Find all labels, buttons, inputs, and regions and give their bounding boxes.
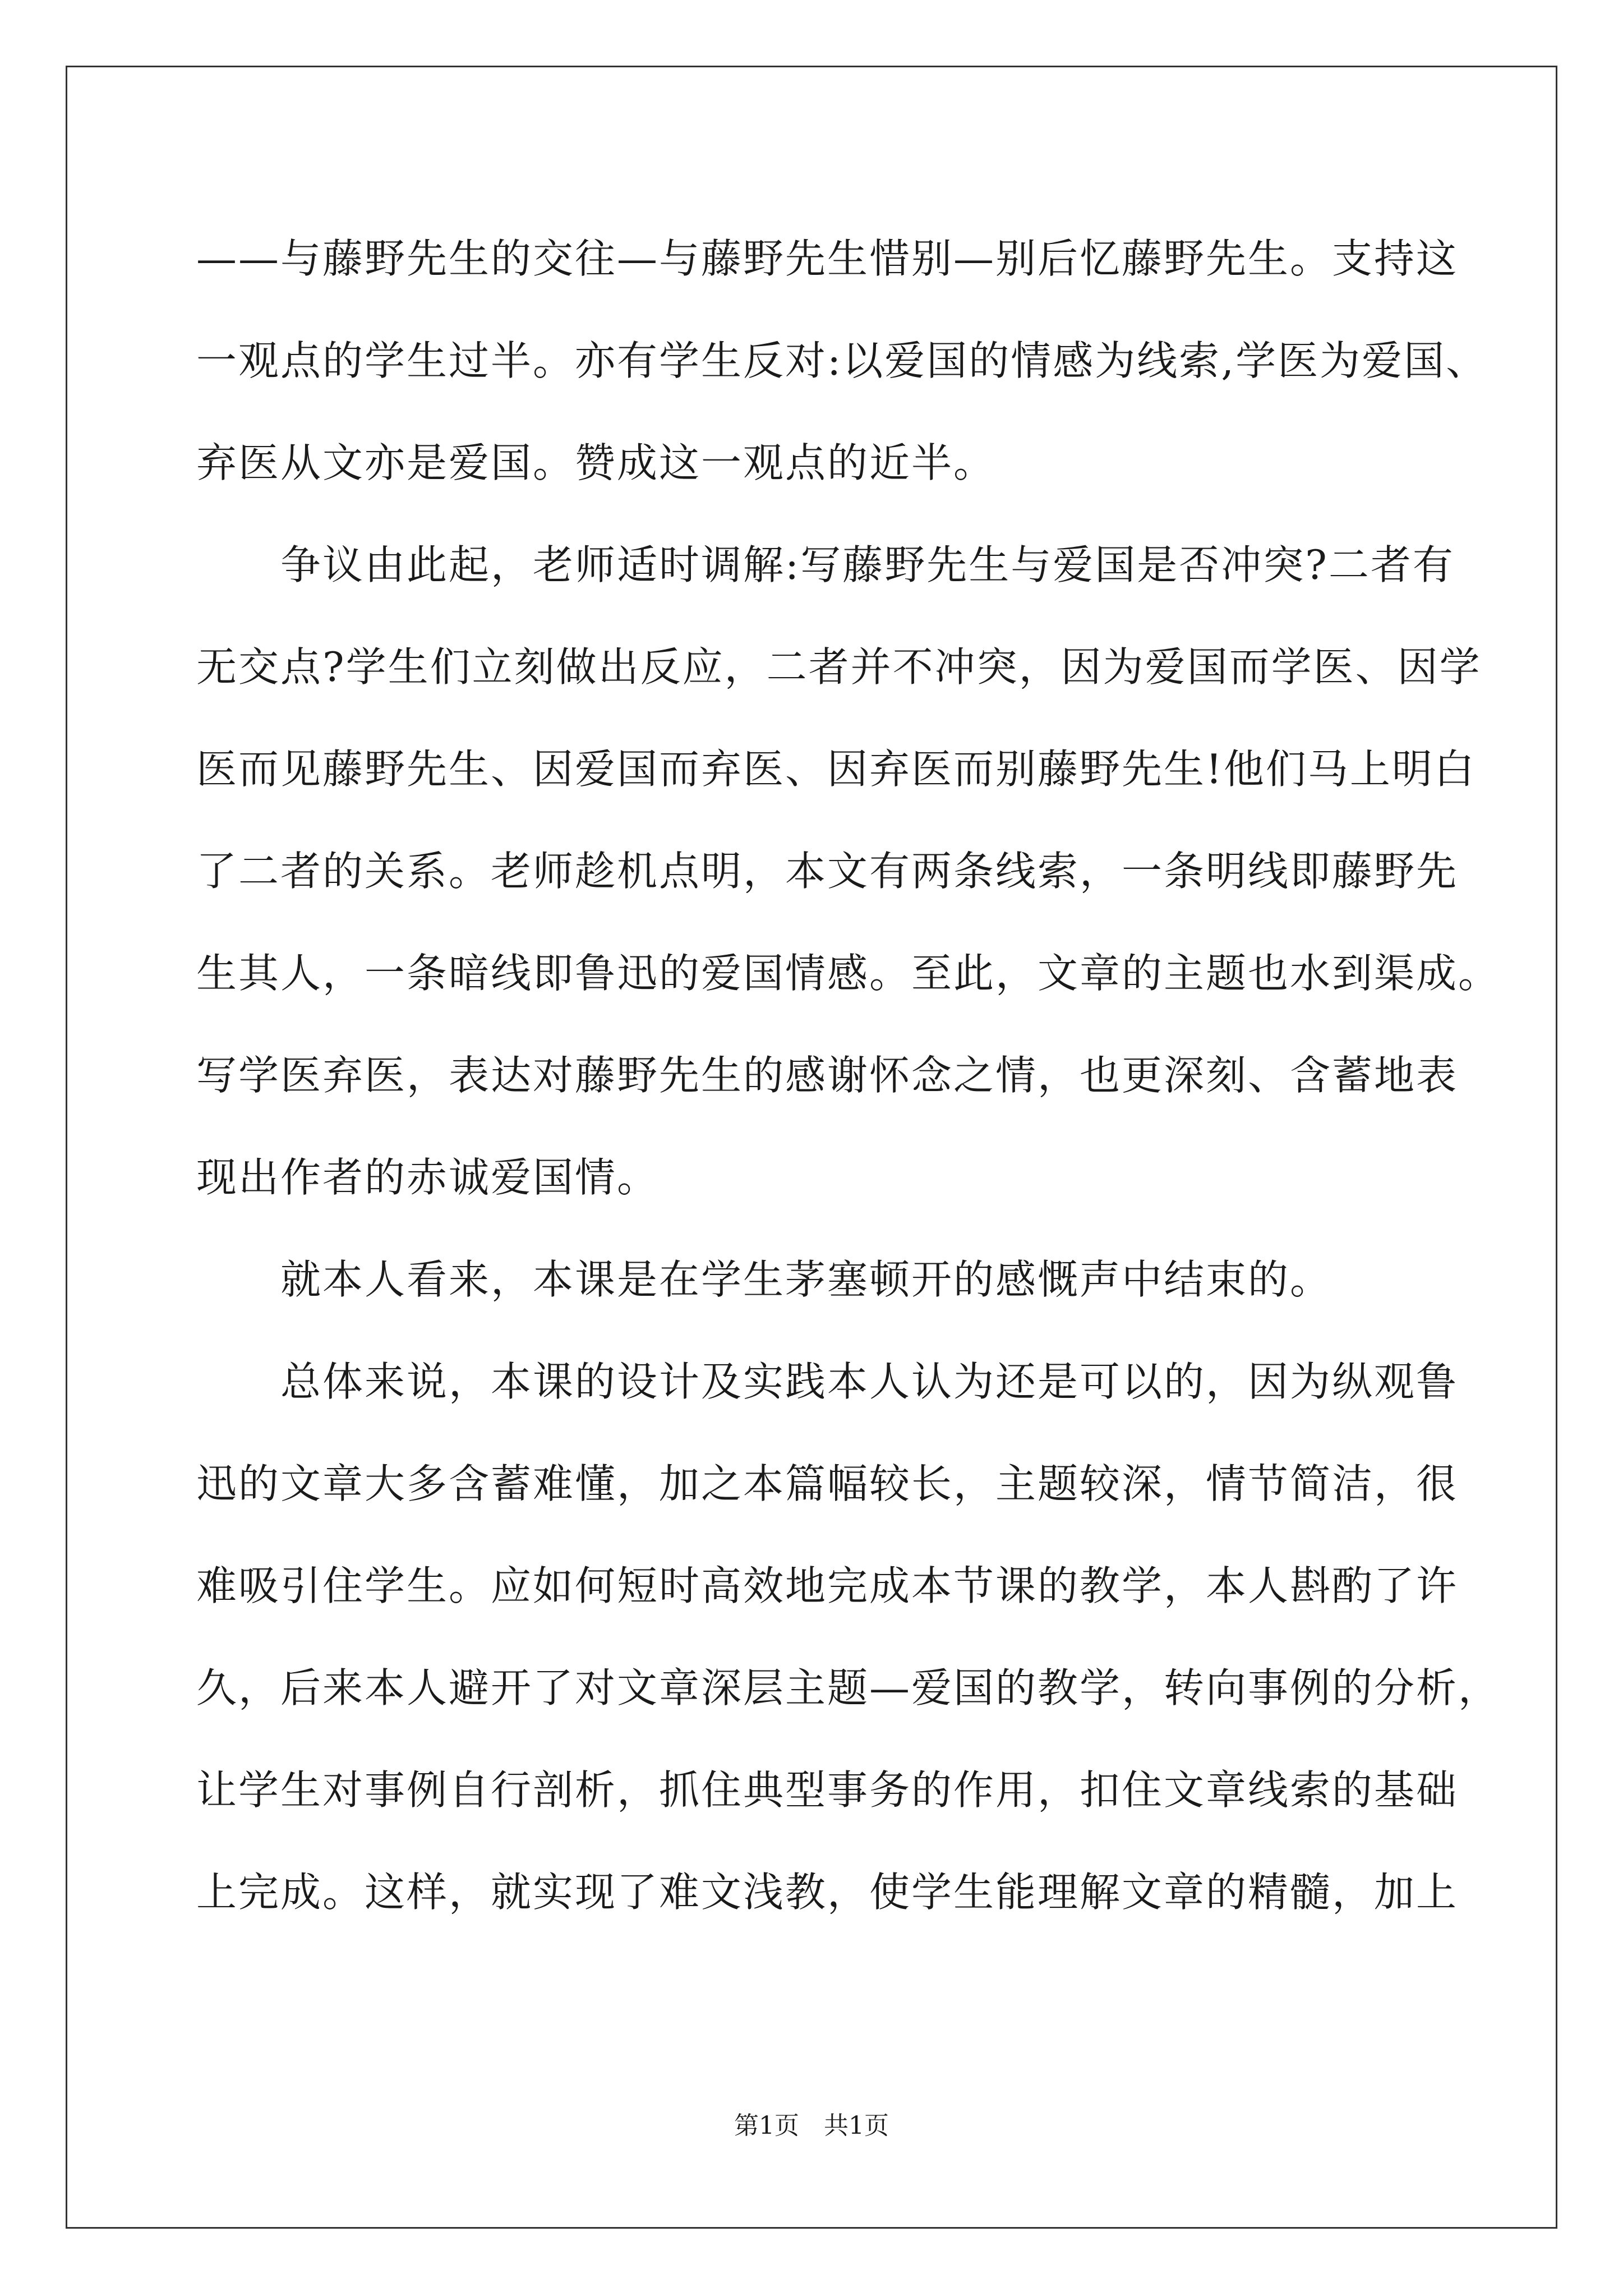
text-line: 无交点?学生们立刻做出反应，二者并不冲突，因为爱国而学医、因学 (196, 643, 1482, 691)
text-line: 迅的文章大多含蓄难懂，加之本篇幅较长，主题较深，情节简洁，很 (196, 1460, 1459, 1507)
text-line: 争议由此起，老师适时调解:写藤野先生与爱国是否冲突?二者有 (196, 541, 1455, 588)
text-line: 就本人看来，本课是在学生茅塞顿开的感慨声中结束的。 (196, 1256, 1332, 1303)
text-line: 了二者的关系。老师趁机点明，本文有两条线索，一条明线即藤野先 (196, 848, 1459, 895)
text-line: 一观点的学生过半。亦有学生反对:以爱国的情感为线索,学医为爱国、 (196, 337, 1488, 384)
text-line: 写学医弃医，表达对藤野先生的感谢怀念之情，也更深刻、含蓄地表 (196, 1052, 1459, 1099)
text-line: 现出作者的赤诚爱国情。 (196, 1154, 660, 1201)
text-line: 让学生对事例自行剖析，抓住典型事务的作用，扣住文章线索的基础 (196, 1766, 1459, 1814)
text-line: 久，后来本人避开了对文章深层主题—爱国的教学，转向事例的分析， (196, 1664, 1501, 1711)
page-number-footer: 第1页 共1页 (734, 2111, 889, 2140)
text-line: ——与藤野先生的交往—与藤野先生惜别—别后忆藤野先生。支持这 (196, 235, 1459, 282)
text-line: 医而见藤野先生、因爱国而弃医、因弃医而别藤野先生!他们马上明白 (196, 746, 1476, 793)
text-line: 难吸引住学生。应如何短时高效地完成本节课的教学，本人斟酌了许 (196, 1562, 1459, 1609)
text-line: 生其人，一条暗线即鲁迅的爱国情感。至此，文章的主题也水到渠成。 (196, 950, 1501, 997)
text-line: 上完成。这样，就实现了难文浅教，使学生能理解文章的精髓，加上 (196, 1869, 1459, 1916)
text-line: 总体来说，本课的设计及实践本人认为还是可以的，因为纵观鲁 (196, 1358, 1459, 1405)
document-body (196, 208, 1501, 1943)
text-line: 弃医从文亦是爱国。赞成这一观点的近半。 (196, 439, 996, 486)
